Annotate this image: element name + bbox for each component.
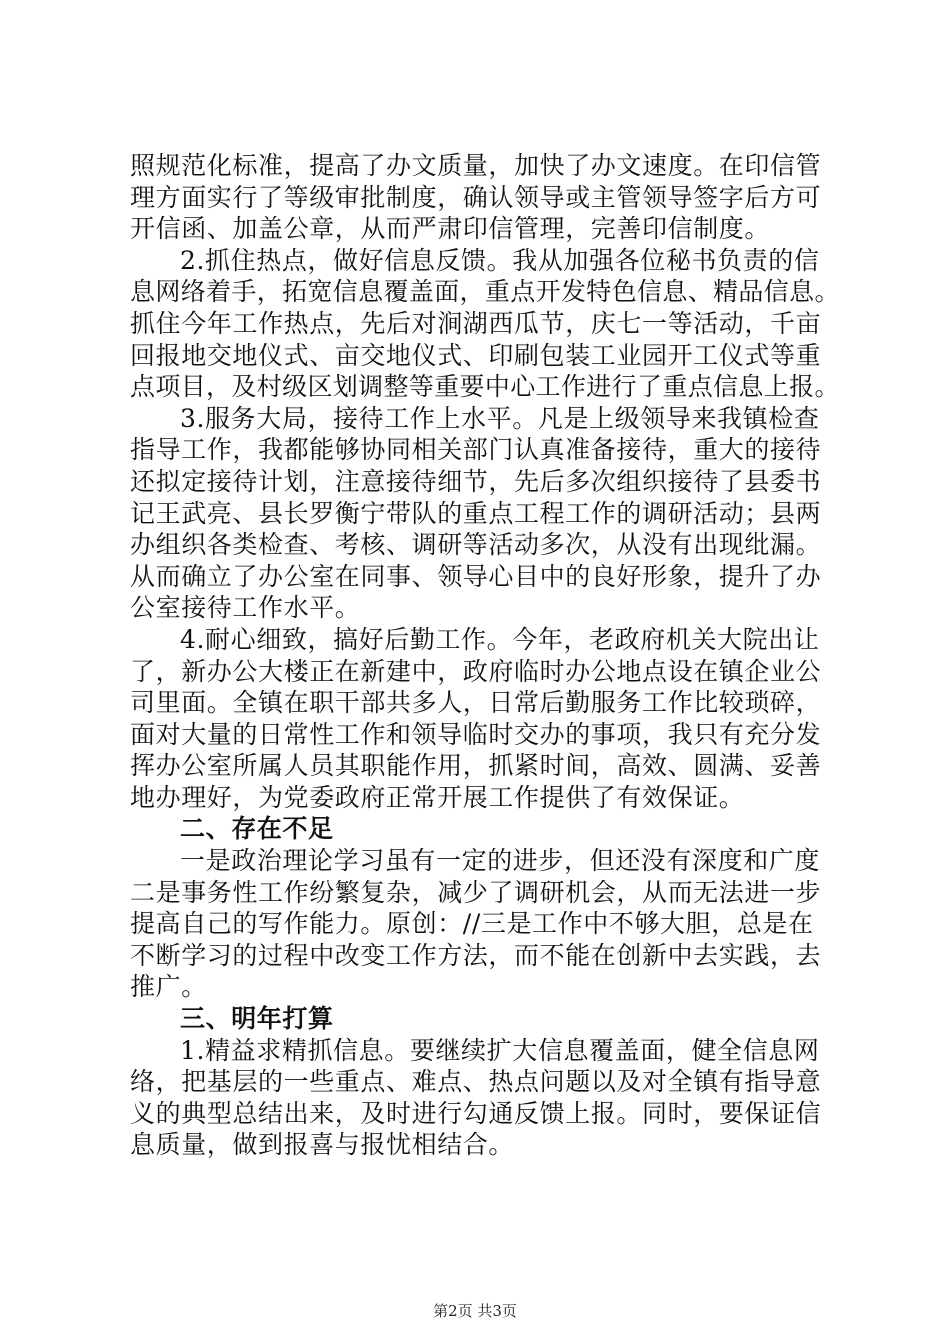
text-line: 义的典型总结出来，及时进行勾通反馈上报。同时，要保证信 bbox=[130, 1098, 822, 1128]
text-line: 息质量，做到报喜与报忧相结合。 bbox=[130, 1130, 515, 1160]
text-line: 公室接待工作水平。 bbox=[130, 593, 361, 623]
text-line: 二是事务性工作纷繁复杂，减少了调研机会，从而无法进一步 bbox=[130, 877, 822, 907]
section-heading: 二、存在不足 bbox=[180, 814, 334, 844]
text-line: 挥办公室所属人员其职能作用，抓紧时间，高效、圆满、妥善 bbox=[130, 751, 822, 781]
text-line: 照规范化标准，提高了办文质量，加快了办文速度。在印信管 bbox=[130, 151, 822, 180]
text-line: 了，新办公大楼正在新建中，政府临时办公地点设在镇企业公 bbox=[130, 656, 822, 686]
document-body bbox=[130, 150, 840, 1161]
text-line: 还拟定接待计划，注意接待细节，先后多次组织接待了县委书 bbox=[130, 466, 822, 496]
text-line: 抓住今年工作热点，先后对涧湖西瓜节，庆七一等活动，千亩 bbox=[130, 308, 822, 338]
text-line: 一是政治理论学习虽有一定的进步，但还没有深度和广度 bbox=[180, 846, 821, 876]
text-line: 推广。 bbox=[130, 972, 207, 1002]
section-heading: 三、明年打算 bbox=[180, 1004, 334, 1034]
text-line: 记王武亮、县长罗衡宁带队的重点工程工作的调研活动；县两 bbox=[130, 498, 822, 528]
text-line: 司里面。全镇在职干部共多人，日常后勤服务工作比较琐碎， bbox=[130, 688, 822, 718]
text-line: 开信函、加盖公章，从而严肃印信管理，完善印信制度。 bbox=[130, 214, 771, 244]
text-line: 从而确立了办公室在同事、领导心目中的良好形象，提升了办 bbox=[130, 561, 822, 591]
text-line: 地办理好，为党委政府正常开展工作提供了有效保证。 bbox=[130, 782, 745, 812]
page-footer: 第2页 共3页 bbox=[433, 1302, 517, 1320]
text-line: 3.服务大局，接待工作上水平。凡是上级领导来我镇检查 bbox=[180, 403, 820, 433]
text-line: 点项目，及村级区划调整等重要中心工作进行了重点信息上报。 bbox=[130, 372, 840, 402]
text-line: 4.耐心细致，搞好后勤工作。今年，老政府机关大院出让 bbox=[180, 624, 820, 654]
text-line: 面对大量的日常性工作和领导临时交办的事项，我只有充分发 bbox=[130, 719, 822, 749]
text-line: 提高自己的写作能力。原创：//三是工作中不够大胆，总是在 bbox=[130, 909, 814, 939]
text-line: 息网络着手，拓宽信息覆盖面，重点开发特色信息、精品信息。 bbox=[130, 277, 840, 307]
text-line: 2.抓住热点，做好信息反馈。我从加强各位秘书负责的信 bbox=[180, 245, 820, 275]
text-line: 理方面实行了等级审批制度，确认领导或主管领导签字后方可 bbox=[130, 182, 822, 212]
text-line: 指导工作，我都能够协同相关部门认真准备接待，重大的接待 bbox=[130, 435, 822, 465]
text-line: 办组织各类检查、考核、调研等活动多次，从没有出现纰漏。 bbox=[130, 530, 822, 560]
text-line: 回报地交地仪式、亩交地仪式、印刷包装工业园开工仪式等重 bbox=[130, 340, 822, 370]
text-line: 不断学习的过程中改变工作方法，而不能在创新中去实践，去 bbox=[130, 940, 822, 970]
text-line: 1.精益求精抓信息。要继续扩大信息覆盖面，健全信息网 bbox=[180, 1035, 820, 1065]
text-line: 络，把基层的一些重点、难点、热点问题以及对全镇有指导意 bbox=[130, 1067, 822, 1097]
